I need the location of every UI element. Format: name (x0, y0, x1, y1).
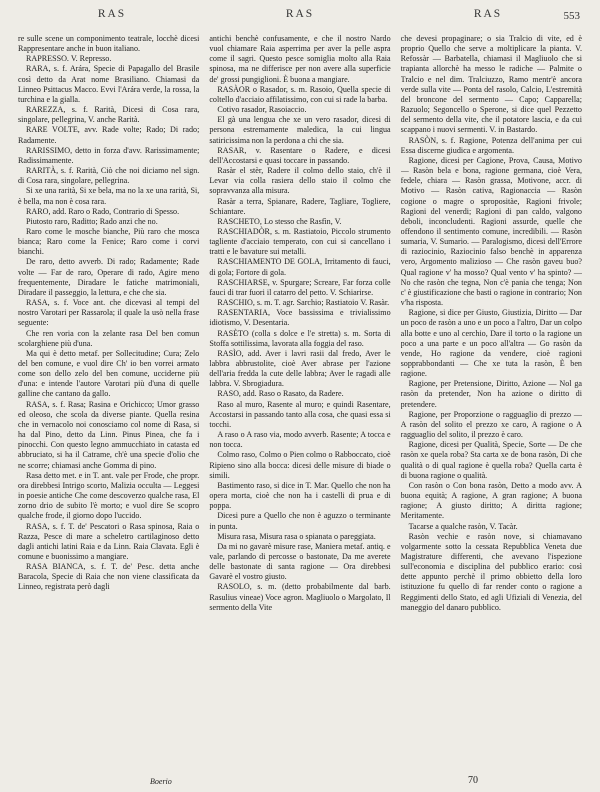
dictionary-entry: Rasòn vechie e rasòn nove, si chiamavano volgarmente sotto la cessata Repubblica Veneta due Magistrature differenti, che avevano l'ispezione sull'economia e disciplina del pubblico erario: così dette appunto perchè il primo obbietto della loro istituzione fu quello di far render conto o ragione a Reggimenti dello Stato, ed agli Ufiziali di Venezia, del maneggio del danaro pubblico. (400, 531, 582, 612)
dictionary-entry: RAPRESSO. V. Represso. (26, 54, 112, 64)
dictionary-entry: Cotivo rasador, Rasoiaccio. (217, 105, 307, 115)
running-head-center: RAS (285, 8, 315, 20)
text-columns (18, 34, 582, 778)
dictionary-entry: Tacarse a qualche rasòn, V. Tacàr. (408, 521, 518, 531)
dictionary-entry: RARITÀ, s. f. Rarità, Ciò che noi diciamo nel sign. di Cosa rara, singolare, pellegrina. (18, 166, 200, 186)
dictionary-entry: antichi benchè confusamente, e che il nostro Nardo vuol chiamare Raia asperrima per aver la pelle aspra come il sagri. Questo pesce somiglia molto alla Raia spinosa, ma ne differisce per non avere alla superficie de' grossi pungiglioni. È buona a mangiare. (209, 34, 391, 84)
dictionary-entry: Rasàr el stèr, Radere il colmo dello staio, ch'è il Levar via colla rasiera dello staio il colmo che sopravvanza alla misura. (209, 166, 391, 196)
dictionary-entry: Con rasòn o Con bona rasòn, Detto a modo avv. A buona equità; A ragione, A gran ragione; A buona ragione; A giusto diritto; A diritta ragione; Meritamente. (400, 480, 582, 521)
dictionary-entry: RARA, s. f. Arára, Specie di Papagallo del Brasile così detto da Arat nome Brasiliano. Chiamasi da Linneo Psittacus Macco. Evvi l'Arára verde, la rossa, la turchina e la gialla. (18, 64, 200, 104)
printer-signature: Boerio (150, 777, 172, 786)
column-middle (209, 34, 390, 778)
dictionary-entry: RASCHIO, s. m. T. agr. Sarchio; Rastiatoio V. Rasàr. (217, 298, 390, 308)
dictionary-entry: Che ren voria con la zelante rasa Del ben comun scolarghiene più d'una. (18, 328, 200, 348)
dictionary-entry: RAREZZA, s. f. Rarità, Dicesi di Cosa rara, singolare, pellegrina, V. anche Rarità. (18, 105, 200, 125)
dictionary-entry: Ragione, si dice per Giusto, Giustizia, Diritto — Dar un poco de rasòn a uno e un poco a l'altro, Dar un colpo alla botte e uno al cerchio, Dare il torto o la ragione un poco a una parte e un poco all'altra — Go rasòn da vende, Ho ragione da vendere, cioè ragioni sopprabbondanti — Che xe tuta la rasòn, È ben ragione. (400, 308, 582, 379)
dictionary-entry: che devesi propaginare; o sia Tralcio di vite, ed è proprio Quello che serve a moltiplicare la pianta. V. Refossàr — Barbatella, chiamasi il Magliuolo che si trapianta allorchè ha messo le radiche — Palmite o Tralcio e nel dim. Tralciuzzo, Ramo mentr'è ancora verde sulla vite — Ponta del rasolo, Calcio, L'estremità del broncone del sermento — Capo; Capparella; Razuolo; Segoncello o Sperone, si dice quel Pezzetto del sermento della vite, che il potatore lascia, e da cui scappano i nuovi sermenti. V. in Bastardo. (400, 34, 582, 135)
dictionary-entry: A raso o A raso via, modo avverb. Rasente; A tocca e non tocca. (209, 430, 391, 450)
dictionary-entry: RASAR, v. Rasentare o Radere, e dicesi dell'Accostarsi e quasi toccare in passando. (209, 145, 391, 165)
dictionary-entry: RARISSIMO, detto in forza d'avv. Rarissimamente; Radissimamente. (18, 145, 200, 165)
dictionary-entry: Ragione, dicesi per Cagione, Prova, Causa, Motivo — Rasòn bela e bona, ragione germana, cioè Vera, fedele, chiara — Rasòn grassa, Motivone, accr. di Motivo — Rasòn cativa, Ragionaccia — Rasòn cogione o magre o spropositàe, Ragioni frivole; Ragioni del venerdi; Ragioni di pan caldo, valgono deboli, inconcludenti. Ragioni assurde, quelle che offendono il sentimento comune, incredibili. — Rasòn sumaria, V. Sumario. — Paralogismo, dicesi dell'Errore di raziocinio, Raziocinio falso benchè in apparenza vero, Argomento malizioso — Che rasòn gaveu buo? Qual ragione v' ha mosso? Qual vento v' ha spinto? — No che rasòn che tegna, Non c'è pania che tenga; Non c' è giustificazione che basti o ragione in contrario; Non v'ha risposta. (400, 155, 582, 308)
dictionary-entry: El gà una lengua che xe un vero rasador, dicesi di persona estremamente maledica, la cui lingua satiricissima non la perdona a chi che sia. (209, 115, 391, 145)
dictionary-entry: RASCHETO, Lo stesso che Rasfìn, V. (217, 216, 342, 226)
dictionary-entry: RASO, add. Raso o Rasato, da Radere. (217, 389, 344, 399)
dictionary-entry: Piutosto raro, Raditto; Rado anzi che no. (26, 216, 158, 226)
dictionary-entry: RASENTARIA, Voce bassissima e trivialissimo idiotismo, V. Desentaria. (209, 308, 391, 328)
dictionary-entry: Bastimento raso, si dice in T. Mar. Quello che non ha opera morta, cioè che non ha i castelli di prua e di poppa. (209, 480, 391, 511)
column-left (18, 34, 199, 778)
dictionary-entry: re sulle scene un componimento teatrale, locchè dicesi Rappresentare anche in buon italiano. (18, 34, 200, 54)
dictionary-entry: RASOLO, s. m. (detto probabilmente dal barb. Rasulius vineae) Voce agron. Magliuolo o Margolato, Il sermento della Vite (209, 582, 391, 612)
dictionary-entry: RASÒN, s. f. Ragione, Potenza dell'anima per cui Essa discerne giudica e argomenta. (400, 135, 582, 155)
dictionary-entry: Ragione, dicesi per Qualità, Specie, Sorte — De che rasòn xe quela roba? Sta carta xe de bona rasòn, Di che qualità o di qual ragione è quella roba? Quella carta è di buona ragione o qualità. (400, 440, 582, 480)
dictionary-entry: Da mi no gavarè misure rase, Maniera metaf. antiq. e vale, parlando di percosse o bastonate, Da me averete delle bastonate di santa ragione — Ora direbbesi Gavarè el vostro giusto. (209, 541, 391, 582)
dictionary-entry: RASA, s. f. Voce ant. che dicevasi al tempi del nostro Varotari per Rassarola; il quale la usò nella frase seguente: (18, 298, 200, 328)
dictionary-entry: RASCHIARSE, v. Spurgare; Screare, Far forza colle fauci di trar fuori il catarro del petto. V. Schiarirse. (209, 277, 391, 297)
dictionary-entry: RASCHIADÒR, s. m. Rastiatoio, Piccolo strumento tagliente d'acciaio temperato, con cui si cancellano i tratti e le bavature sui metalli. (209, 226, 391, 257)
dictionary-entry: De raro, detto avverb. Di rado; Radamente; Rade volte — Far de raro, Operare di rado, Agire meno frequentemente, Diradare le fatiche matrimoniali, Diradare il passeggio, la lettura, e che che sia. (18, 257, 200, 297)
dictionary-entry: RASÌO, add. Aver i lavri rasii dal fredo, Aver le labbra abbrustolite, cioè Aver abrase per l'azione dell'aria fredda la cute delle labbra; Aver le ragadi alle labbra. V. Sbrogiadura. (209, 348, 391, 389)
column-right (401, 34, 582, 778)
dictionary-entry: Ma qui è detto metaf. per Sollecitudine; Cura; Zelo del ben comune, e vuol dire Ch' io ben vorrei armato come son dello zelo del ben comune, ucciderne più d'una: e intende l'autore Varotari più d'una di quelle galline che cantano da gallo. (18, 348, 200, 399)
dictionary-entry: Rasa detto met. e in T. ant. vale per Frode, che propr. ora direbbesi Intrigo scorto, Malizia occulta — Leggesi in poesie antiche Che come descoverzo qualche rasa, El zorno drio de subito l'è morto; e vuol dire Se scopro qualche frode, il giorno dopo l'uccido. (18, 470, 200, 521)
running-head (18, 8, 582, 30)
dictionary-entry: Si xe una rarità, Si xe bela, ma no la xe una rarità, Si, è bella, ma non è cosa rara. (18, 186, 200, 206)
dictionary-entry: Misura rasa, Misura rasa o spianata o pareggiata. (217, 531, 376, 541)
dictionary-entry: Colmo raso, Colmo o Pien colmo o Rabboccato, cioè Ripieno sino alla bocca: dicesi delle misure di biade o simili. (209, 450, 391, 480)
dictionary-entry: RASÀOR o Rasador, s. m. Rasoio, Quella specie di coltello d'acciaio affilatissimo, con cui si rade la barba. (209, 84, 391, 104)
sheet-number: 70 (468, 775, 478, 786)
dictionary-entry: Ragione, per Pretensione, Diritto, Azione — Nol ga rasòn da pretender, Non ha azione o diritto di pretendere. (400, 379, 582, 409)
running-head-right: RAS (473, 8, 503, 20)
dictionary-entry: RASA BIANCA, s. f. T. de' Pesc. detta anche Baracola, Specie di Raia che non viene classificata da Linneo, registrata però dagli (18, 562, 200, 592)
dictionary-entry: RASA, s. f. T. de' Pescatori o Rasa spinosa, Raia o Razza, Pesce di mare a scheletro cartilaginoso detto dagli antichi latini Raia e da Linn. Raia Clavata. Egli è comune e buonissimo a mangiare. (18, 521, 200, 561)
dictionary-entry: RASA, s. f. Rasa; Rasina e Orichicco; Umor grasso ed oleoso, che scola da diverse piante. Quella resina che in vernacolo noi conosciamo col nome di Rasa, si ha dal Pino, detto da Linn. Pinus Pinea, che fa i pinocchi. Con questo legno ammucchiato in catasta ed abbruciato, si ha il Catrame, ch'è una specie d'olio che ne scorre; chiamasi anche Gomma di pino. (18, 399, 200, 470)
dictionary-entry: Raro come le mosche bianche, Più raro che mosca bianca; Raro come la Fenice; Raro come i corvi bianchi. (18, 226, 200, 257)
dictionary-entry: Raso al muro, Rasente al muro; e quindi Rasentare, Accostarsi in passando tanto alla cosa, che quasi essa si tocchi. (209, 399, 391, 429)
dictionary-entry: Ragione, per Proporzione o ragguaglio di prezzo — A rasòn del solito el prezzo xe caro, A ragione o A ragguaglio del solito, il prezzo è caro. (400, 409, 582, 440)
dictionary-entry: RARO, add. Raro o Rado, Contrario di Spesso. (26, 206, 180, 216)
dictionary-entry: RASCHIAMENTO DE GOLA, Irritamento di fauci, di gola; Fortore di gola. (209, 257, 391, 277)
dictionary-entry: Dicesi pure a Quello che non è aguzzo o terminante in punta. (209, 511, 391, 531)
dictionary-entry: RASÈTO (colla s dolce e l'e stretta) s. m. Sorta di Stoffa sottilissima, lavorata alla foggia del raso. (209, 328, 391, 348)
page-number: 553 (563, 10, 580, 22)
running-head-left: RAS (97, 8, 127, 20)
dictionary-entry: RARE VOLTE, avv. Rade volte; Rado; Di rado; Radamente. (18, 125, 200, 145)
dictionary-entry: Rasàr a terra, Spianare, Radere, Tagliare, Togliere, Schiantare. (209, 196, 391, 216)
